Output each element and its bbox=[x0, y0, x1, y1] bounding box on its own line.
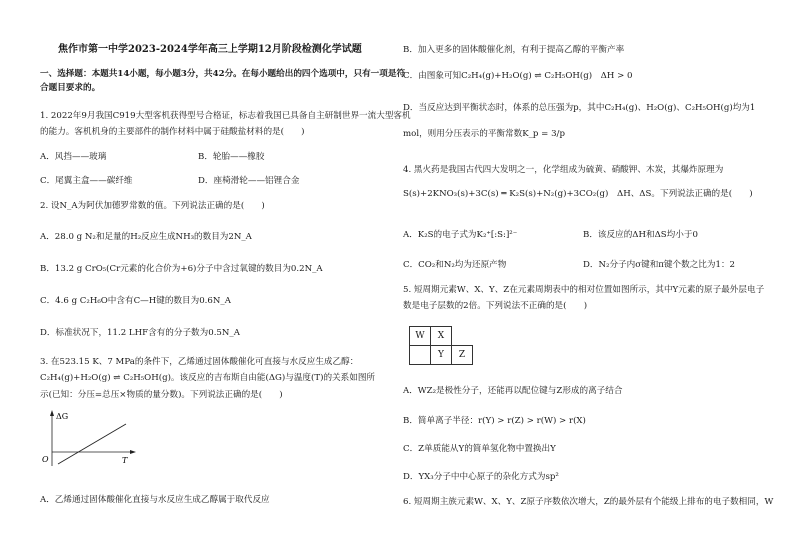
q3-option-d-line2: mol，则用分压表示的平衡常数K_p = 3/p bbox=[403, 129, 565, 139]
q2-option-b: B．13.2 g CrO₅(Cr元素的化合价为+6)分子中含过氧键的数目为0.2N_A bbox=[40, 264, 323, 274]
cell-z: Z bbox=[452, 346, 473, 365]
q3-option-a: A．乙烯通过固体酸催化直接与水反应生成乙醇属于取代反应 bbox=[40, 495, 270, 505]
q5-option-b: B．简单离子半径：r(Y) > r(Z) > r(W) > r(X) bbox=[403, 416, 586, 426]
cell-w: W bbox=[410, 327, 431, 346]
q2-option-c: C．4.6 g C₂H₆O中含有C—H键的数目为0.6N_A bbox=[40, 296, 231, 306]
q4-option-d: D．N₂分子内σ键和π键个数之比为1：2 bbox=[583, 260, 736, 270]
q3-option-d-line1: D．当反应达到平衡状态时，体系的总压强为p，其中C₂H₄(g)、H₂O(g)、C₂H₅OH(g)均为1 bbox=[403, 103, 756, 113]
page-title: 焦作市第一中学2023-2024学年高三上学期12月阶段检测化学试题 bbox=[58, 44, 362, 55]
q3-option-c: C．由图象可知C₂H₄(g)+H₂O(g) ⇌ C₂H₅OH(g) ΔH > 0 bbox=[403, 71, 633, 81]
q2-option-d: D．标准状况下，11.2 LHF含有的分子数为0.5N_A bbox=[40, 328, 240, 338]
graph-xlabel: T bbox=[122, 456, 128, 465]
q1-stem-line1: 1. 2022年9月我国C919大型客机获得型号合格证，标志着我国已具备自主研制世界一流大型客机 bbox=[40, 111, 411, 121]
section-heading-line1: 一、选择题：本题共14小题，每小题3分，共42分。在每小题给出的四个选项中，只有一项是符 bbox=[40, 69, 406, 79]
q3-stem-line3: 示(已知：分压=总压×物质的量分数)。下列说法正确的是( ) bbox=[40, 390, 283, 400]
cell-y: Y bbox=[431, 346, 452, 365]
delta-g-vs-t-graph bbox=[40, 406, 160, 476]
q5-option-c: C．Z单质能从Y的简单氢化物中置换出Y bbox=[403, 444, 556, 454]
periodic-table-fragment bbox=[409, 326, 473, 365]
q3-option-b: B．加入更多的固体酸催化剂，有利于提高乙醇的平衡产率 bbox=[403, 45, 625, 55]
q1-option-a: A．风挡——玻璃 bbox=[40, 152, 107, 162]
q2-option-a: A．28.0 g N₂和足量的H₂反应生成NH₃的数目为2N_A bbox=[40, 232, 252, 242]
q5-option-a: A．WZ₂是极性分子，还能再以配位键与Z形成的离子结合 bbox=[403, 386, 623, 396]
q1-stem-line2: 的能力。客机机身的主要部件的制作材料中属于硅酸盐材料的是( ) bbox=[40, 127, 305, 137]
q1-option-b: B．轮胎——橡胶 bbox=[198, 152, 265, 162]
q2-stem: 2. 设N_A为阿伏加德罗常数的值。下列说法正确的是( ) bbox=[40, 201, 265, 211]
graph-origin: O bbox=[42, 455, 49, 464]
q3-stem-line1: 3. 在523.15 K、7 MPa的条件下，乙烯通过固体酸催化可直接与水反应生成乙醇： bbox=[40, 357, 359, 367]
cell-empty-2 bbox=[410, 346, 431, 365]
q6-stem-line1: 6. 短周期主族元素W、X、Y、Z原子序数依次增大，Z的最外层有个能级上排布的电子数相同，W bbox=[403, 497, 774, 507]
cell-x: X bbox=[431, 327, 452, 346]
q5-option-d: D．YX₃分子中中心原子的杂化方式为sp² bbox=[403, 472, 559, 482]
q1-option-c: C．尾翼主盒——碳纤维 bbox=[40, 176, 133, 186]
q3-stem-line2: C₂H₄(g)+H₂O(g) ⇌ C₂H₅OH(g)。该反应的吉布斯自由能(ΔG)与温度(T)的关系如图所 bbox=[40, 373, 376, 383]
graph-x-arrow bbox=[130, 450, 136, 454]
q4-option-a: A．K₂S的电子式为K₂⁺[:S:]²⁻ bbox=[403, 230, 518, 240]
q4-stem-line2: S(s)+2KNO₃(s)+3C(s) ═ K₂S(s)+N₂(g)+3CO₂(g) ΔH、ΔS。下列说法正确的是( ) bbox=[403, 189, 753, 199]
q4-option-c: C．CO₂和N₂均为还原产物 bbox=[403, 260, 507, 270]
q5-stem-line1: 5. 短周期元素W、X、Y、Z在元素周期表中的相对位置如图所示，其中Y元素的原子最外层电子 bbox=[403, 285, 765, 295]
graph-ylabel: ΔG bbox=[56, 412, 69, 421]
q1-option-d: D．座椅滑轮——铝锂合金 bbox=[198, 176, 300, 186]
cell-empty-1 bbox=[452, 327, 473, 346]
graph-y-arrow bbox=[50, 410, 54, 416]
section-heading-line2: 合题目要求的。 bbox=[40, 83, 101, 93]
q5-stem-line2: 数是电子层数的2倍。下列说法不正确的是( ) bbox=[403, 301, 588, 311]
graph-line bbox=[58, 424, 126, 464]
q4-stem-line1: 4. 黑火药是我国古代四大发明之一，化学组成为硫黄、硝酸钾、木炭，其爆炸原理为 bbox=[403, 165, 724, 175]
q4-option-b: B．该反应的ΔH和ΔS均小于0 bbox=[583, 230, 698, 240]
